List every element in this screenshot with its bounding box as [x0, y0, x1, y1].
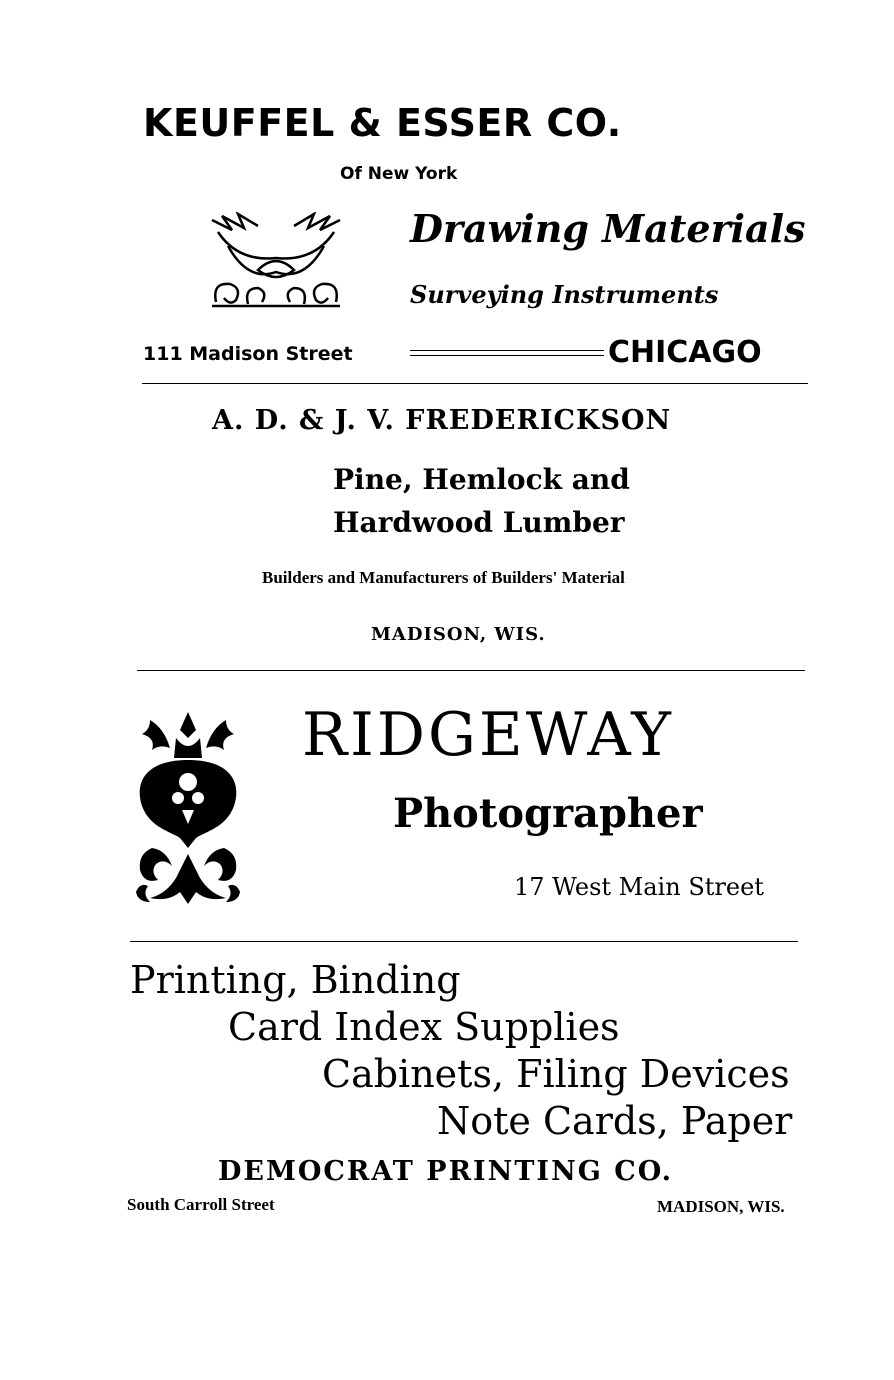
double-rule	[410, 350, 604, 356]
divider	[130, 941, 798, 942]
democrat-city: MADISON, WIS.	[657, 1197, 785, 1216]
frederickson-city: MADISON, WIS.	[371, 624, 546, 645]
democrat-name: DEMOCRAT PRINTING CO.	[218, 1156, 674, 1187]
democrat-street: South Carroll Street	[127, 1195, 275, 1214]
keuffel-city: CHICAGO	[608, 335, 762, 370]
keuffel-address: 111 Madison Street	[143, 343, 353, 365]
democrat-line3: Cabinets, Filing Devices	[322, 1052, 790, 1096]
leaf-scroll-ornament-icon	[130, 708, 246, 906]
floral-ornament-icon	[208, 212, 344, 308]
ridgeway-title: Photographer	[393, 790, 703, 837]
ridgeway-address: 17 West Main Street	[514, 873, 764, 901]
divider	[142, 383, 808, 384]
democrat-line4: Note Cards, Paper	[437, 1099, 793, 1143]
frederickson-description: Builders and Manufacturers of Builders' Material	[262, 568, 625, 587]
keuffel-subtitle: Of New York	[340, 164, 458, 184]
keuffel-line2: Surveying Instruments	[410, 280, 719, 309]
frederickson-line1: Pine, Hemlock and	[333, 463, 630, 496]
keuffel-name: KEUFFEL & ESSER CO.	[143, 101, 622, 145]
ridgeway-name: RIDGEWAY	[302, 700, 674, 770]
keuffel-line1: Drawing Materials	[410, 206, 806, 251]
democrat-line1: Printing, Binding	[130, 958, 461, 1002]
frederickson-line2: Hardwood Lumber	[333, 506, 625, 539]
frederickson-name: A. D. & J. V. FREDERICKSON	[212, 405, 672, 436]
democrat-line2: Card Index Supplies	[228, 1005, 620, 1049]
divider	[137, 670, 805, 671]
